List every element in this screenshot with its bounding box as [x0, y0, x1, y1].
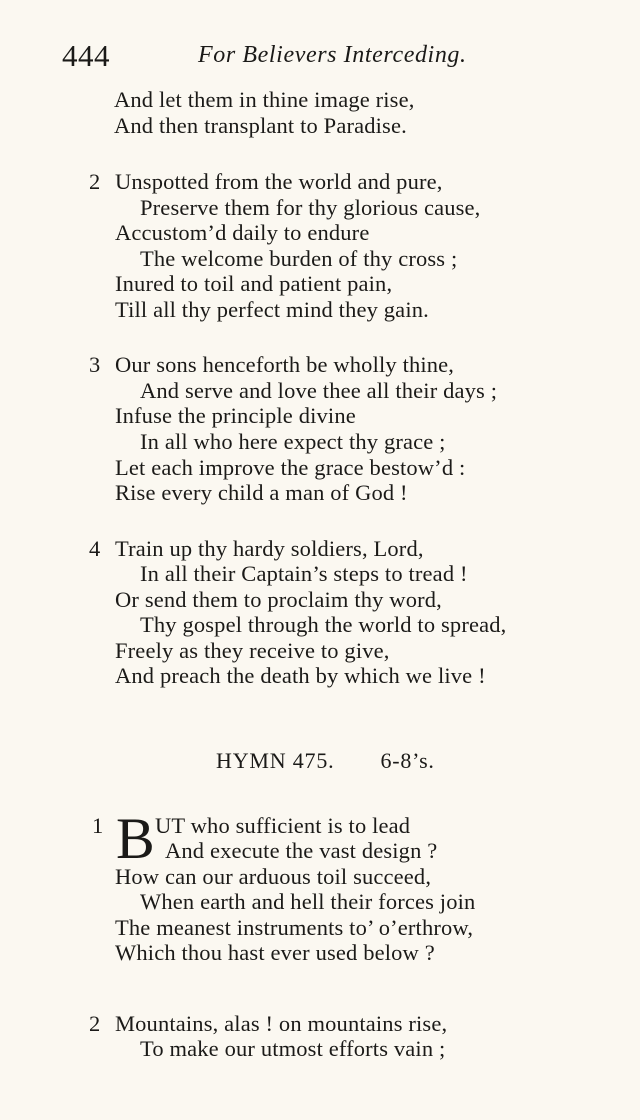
stanza-number: 4 — [89, 536, 101, 561]
stanza-line: When earth and hell their forces join — [140, 889, 476, 914]
stanza-line: And serve and love thee all their days ; — [140, 378, 498, 403]
stanza-line: And execute the vast design ? — [165, 838, 438, 863]
stanza-number: 2 — [89, 1011, 101, 1036]
stanza-line: Freely as they receive to give, — [115, 638, 390, 663]
stanza-line: The meanest instruments to’ o’erthrow, — [115, 915, 474, 940]
stanza-line: Unspotted from the world and pure, — [115, 169, 443, 194]
stanza-line: Rise every child a man of God ! — [115, 480, 408, 505]
continuation-line: And let them in thine image rise, — [114, 87, 415, 112]
stanza-line: Or send them to proclaim thy word, — [115, 587, 442, 612]
drop-cap: B — [116, 806, 155, 871]
stanza-line: Preserve them for thy glorious cause, — [140, 195, 481, 220]
stanza-line: Infuse the principle divine — [115, 403, 356, 428]
hymn-heading — [216, 748, 435, 774]
stanza-line: Our sons henceforth be wholly thine, — [115, 352, 455, 377]
stanza-line: Inured to toil and patient pain, — [115, 271, 393, 296]
running-title: For Believers Interceding. — [198, 42, 467, 68]
stanza-number: 1 — [92, 813, 104, 838]
page-header — [62, 38, 622, 74]
stanza-line: In all who here expect thy grace ; — [140, 429, 446, 454]
stanza-line: Mountains, alas ! on mountains rise, — [115, 1011, 448, 1036]
page-number: 444 — [62, 38, 110, 73]
stanza-line: Accustom’d daily to endure — [115, 220, 370, 245]
stanza-line: In all their Captain’s steps to tread ! — [140, 561, 468, 586]
stanza-number: 2 — [89, 169, 101, 194]
stanza-line: Thy gospel through the world to spread, — [140, 612, 507, 637]
stanza-number: 3 — [89, 352, 101, 377]
continuation-line: And then transplant to Paradise. — [114, 113, 407, 138]
hymn-meter: 6-8’s. — [380, 748, 435, 773]
stanza-line: To make our utmost efforts vain ; — [140, 1036, 446, 1061]
stanza-line: Till all thy perfect mind they gain. — [115, 297, 429, 322]
stanza-line: UT who sufficient is to lead — [155, 813, 411, 838]
stanza-line: Which thou hast ever used below ? — [115, 940, 435, 965]
stanza-line: The welcome burden of thy cross ; — [140, 246, 458, 271]
stanza-line: Train up thy hardy soldiers, Lord, — [115, 536, 424, 561]
stanza-line: And preach the death by which we live ! — [115, 663, 486, 688]
stanza-line: How can our arduous toil succeed, — [115, 864, 432, 889]
hymn-title: HYMN 475. — [216, 748, 335, 773]
stanza-line: Let each improve the grace bestow’d : — [115, 455, 466, 480]
